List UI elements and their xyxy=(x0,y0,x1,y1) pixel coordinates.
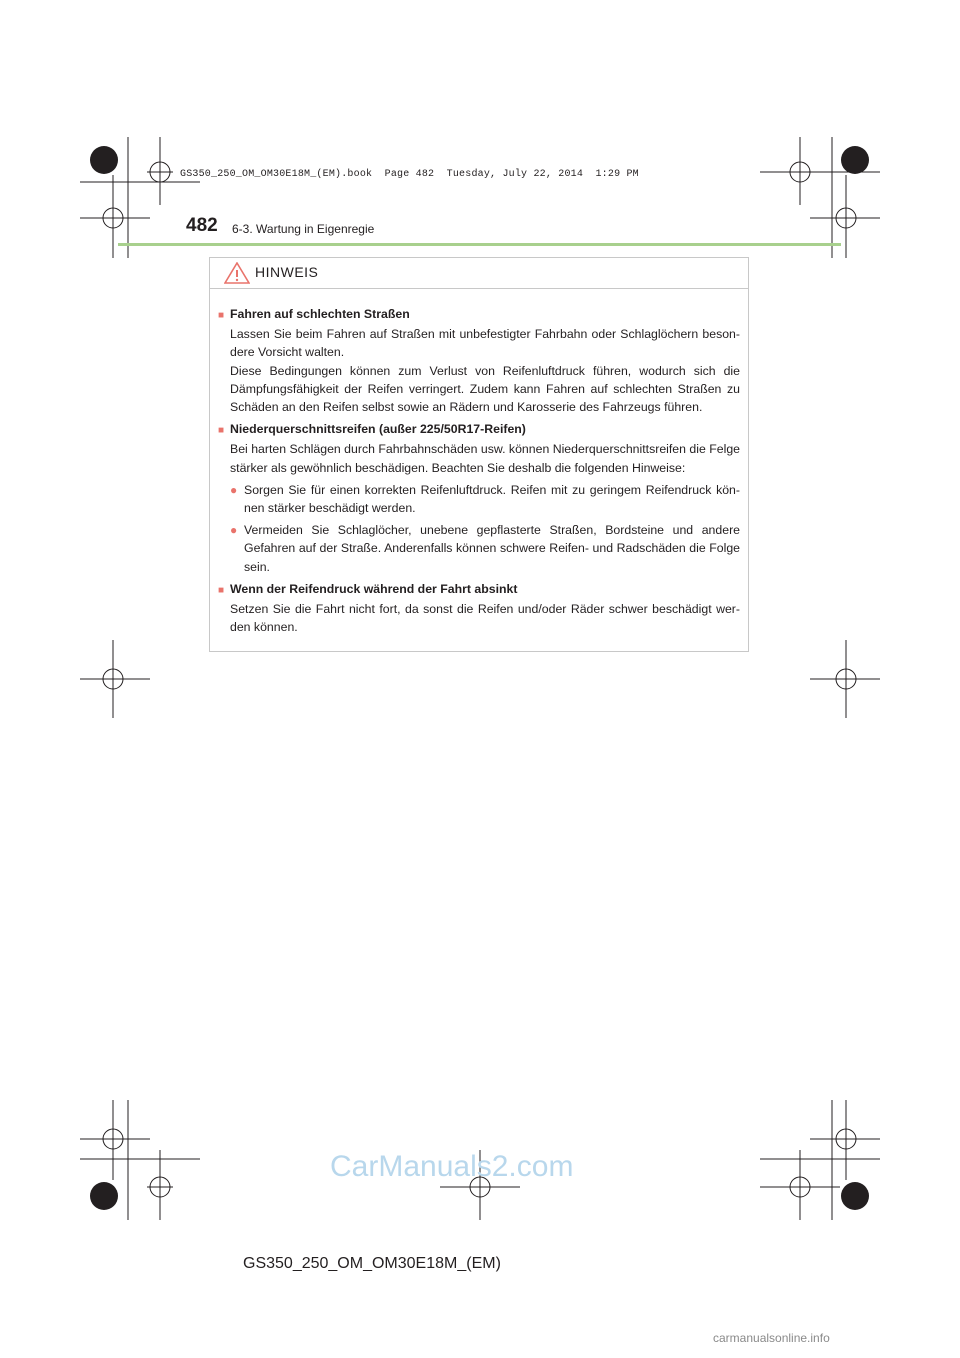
paragraph: Diese Bedingungen können zum Verlust von Reifenluftdruck führen, wodurch sich die Dämpfungsfähigkeit der Reifen verringert. Zudem kann Fahren auf schlechten Straßen zu Schäden an den Reifen selbst sowie an Rädern und Karosserie des Fahrzeugs führen. xyxy=(230,363,740,415)
section-heading: ■ Wenn der Reifendruck während der Fahrt absinkt xyxy=(218,580,740,600)
footer-watermark: carmanualsonline.info xyxy=(713,1331,830,1345)
paragraph: Bei harten Schlägen durch Fahrbahnschäden usw. können Niederquerschnittsreifen die Felge stärker als gewöhnlich beschädigen. Beachten Sie deshalb die folgenden Hinweise: xyxy=(230,442,740,475)
section-heading: ■ Fahren auf schlechten Straßen xyxy=(218,305,740,325)
circle-bullet-icon: ● xyxy=(230,482,238,497)
print-header: GS350_250_OM_OM30E18M_(EM).book Page 482 Tuesday, July 22, 2014 1:29 PM xyxy=(180,169,639,180)
square-bullet-icon: ■ xyxy=(218,310,225,321)
section-heading: ■ Niederquerschnittsreifen (außer 225/50R17-Reifen) xyxy=(218,420,740,440)
warning-icon xyxy=(224,262,250,284)
notice-box xyxy=(209,257,749,652)
square-bullet-icon: ■ xyxy=(218,425,225,437)
document-code: GS350_250_OM_OM30E18M_(EM) xyxy=(243,1255,501,1272)
notice-header xyxy=(210,258,748,289)
page-number: 482 xyxy=(186,215,218,236)
section-title: 6-3. Wartung in Eigenregie xyxy=(232,222,375,236)
header-rule xyxy=(118,243,841,246)
square-bullet-icon: ■ xyxy=(218,584,225,596)
list-item: ● Sorgen Sie für einen korrekten Reifenluftdruck. Reifen mit zu geringem Reifendruck kön-nen stärker beschädigt werden. xyxy=(230,481,740,517)
watermark: CarManuals2.com xyxy=(330,1150,574,1183)
paragraph: Lassen Sie beim Fahren auf Straßen mit unbefestigter Fahrbahn oder Schlaglöchern beson-dere Vorsicht walten. xyxy=(230,327,740,360)
circle-bullet-icon: ● xyxy=(230,523,238,538)
notice-title: HINWEIS xyxy=(255,264,319,280)
paragraph: Setzen Sie die Fahrt nicht fort, da sonst die Reifen und/oder Räder schwer beschädigt wer-den können. xyxy=(230,602,740,635)
list-item: ● Vermeiden Sie Schlaglöcher, unebene gepflasterte Straßen, Bordsteine und andere Gefahren auf der Straße. Anderenfalls können schwere Reifen- und Radschäden die Folge sein. xyxy=(230,521,740,576)
notice-body xyxy=(210,289,748,636)
